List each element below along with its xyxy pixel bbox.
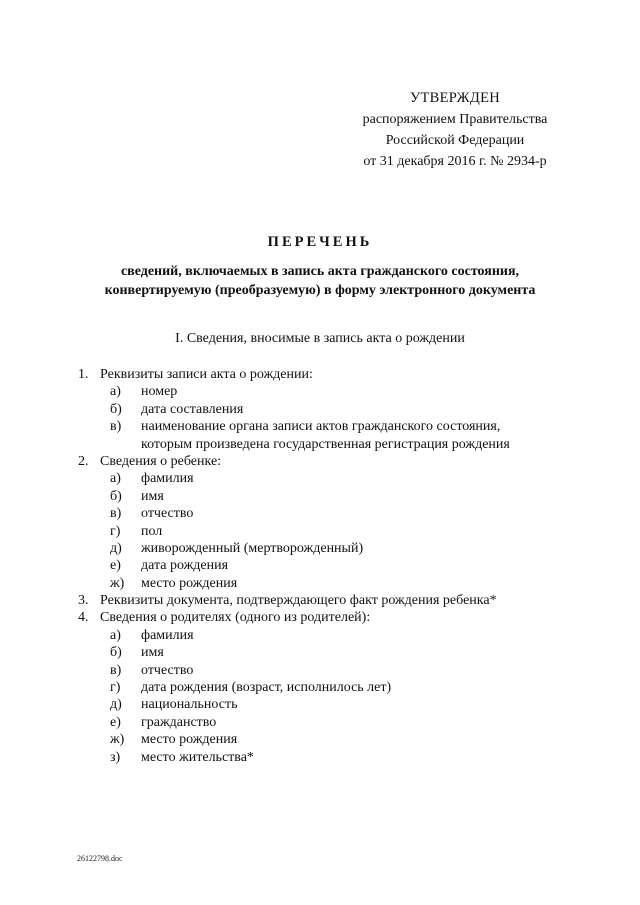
sub-item-letter: е)	[110, 558, 121, 574]
sub-item	[0, 505, 640, 522]
item-number: 2.	[78, 453, 89, 469]
section-heading: I. Сведения, вносимые в запись акта о рождении	[175, 331, 465, 346]
subtitle-line-2: конвертируемую (преобразуемую) в форму электронного документа	[104, 283, 536, 298]
document-subtitle	[40, 262, 600, 300]
sub-item	[0, 679, 640, 696]
sub-item-text: пол	[141, 523, 163, 539]
sub-item	[0, 418, 640, 435]
sub-item-text: дата рождения	[141, 558, 229, 574]
sub-item-text: гражданство	[141, 714, 217, 730]
sub-item	[0, 557, 640, 574]
sub-item-text: место рождения	[141, 732, 238, 748]
sub-item	[0, 714, 640, 731]
item-text: Реквизиты документа, подтверждающего факт рождения ребенка*	[100, 593, 497, 609]
sub-item	[0, 470, 640, 487]
sub-item-text: наименование органа записи актов гражданского состояния,	[141, 419, 501, 435]
sub-item	[0, 627, 640, 644]
sub-item-text: место жительства*	[141, 749, 254, 765]
item-number: 3.	[78, 593, 89, 609]
sub-item-text: живорожденный (мертворожденный)	[141, 540, 364, 556]
sub-item-letter: ж)	[110, 575, 125, 591]
sub-item-letter: в)	[110, 419, 122, 435]
subtitle-line-1: сведений, включаемых в запись акта гражданского состояния,	[120, 264, 520, 279]
sub-item-letter: б)	[110, 645, 122, 661]
sub-item-text: отчество	[141, 506, 194, 522]
list-item	[0, 592, 640, 609]
list-item	[0, 609, 640, 626]
approval-line-1: распоряжением Правительства	[362, 112, 548, 127]
approval-line-2: Российской Федерации	[385, 133, 525, 148]
sub-item-text: имя	[141, 645, 164, 661]
item-number: 1.	[78, 367, 89, 382]
sub-item-text: номер	[141, 384, 178, 400]
item-number: 4.	[78, 610, 89, 626]
sub-item-letter: д)	[110, 540, 122, 556]
sub-item-letter: г)	[110, 680, 121, 696]
sub-item	[0, 383, 640, 400]
sub-item-letter: ж)	[110, 732, 125, 748]
sub-item-text: фамилия	[141, 471, 194, 487]
sub-item-text: дата рождения (возраст, исполнилось лет)	[141, 680, 392, 696]
sub-item	[0, 401, 640, 418]
item-text: Реквизиты записи акта о рождении:	[100, 367, 313, 382]
sub-item-text: отчество	[141, 662, 194, 678]
approval-block	[330, 88, 580, 172]
sub-item	[0, 749, 640, 766]
sub-item	[0, 644, 640, 661]
sub-item-text: дата составления	[141, 401, 244, 417]
sub-item-continuation	[0, 436, 640, 453]
approval-heading: УТВЕРЖДЕН	[409, 90, 501, 106]
sub-item	[0, 662, 640, 679]
sub-item-letter: в)	[110, 506, 122, 522]
sub-item	[0, 731, 640, 748]
file-reference: 26122798.doc	[77, 854, 123, 863]
sub-item-letter: а)	[110, 471, 121, 487]
sub-item-letter: б)	[110, 488, 122, 504]
sub-item	[0, 696, 640, 713]
approval-line-3: от 31 декабря 2016 г. № 2934-р	[363, 154, 547, 169]
document-title: ПЕРЕЧЕНЬ	[267, 234, 373, 250]
sub-item-text: национальность	[141, 697, 238, 713]
sub-item-letter: в)	[110, 662, 122, 678]
items-list	[0, 366, 640, 766]
sub-item-letter: д)	[110, 697, 122, 713]
item-text: Сведения о родителях (одного из родителей):	[100, 610, 371, 626]
sub-item-letter: а)	[110, 384, 121, 400]
sub-item-letter: г)	[110, 523, 121, 539]
list-item	[0, 366, 640, 383]
sub-item-letter: е)	[110, 714, 121, 730]
sub-item	[0, 540, 640, 557]
sub-item-text: имя	[141, 488, 164, 504]
sub-item	[0, 488, 640, 505]
sub-item-letter: а)	[110, 627, 121, 643]
sub-item-text: которым произведена государственная регистрация рождения	[141, 436, 510, 452]
list-item	[0, 453, 640, 470]
sub-item-letter: з)	[110, 749, 121, 765]
sub-item-text: фамилия	[141, 627, 194, 643]
item-text: Сведения о ребенке:	[100, 453, 222, 469]
sub-item	[0, 523, 640, 540]
sub-item-text: место рождения	[141, 575, 238, 591]
sub-item	[0, 575, 640, 592]
sub-item-letter: б)	[110, 401, 122, 417]
